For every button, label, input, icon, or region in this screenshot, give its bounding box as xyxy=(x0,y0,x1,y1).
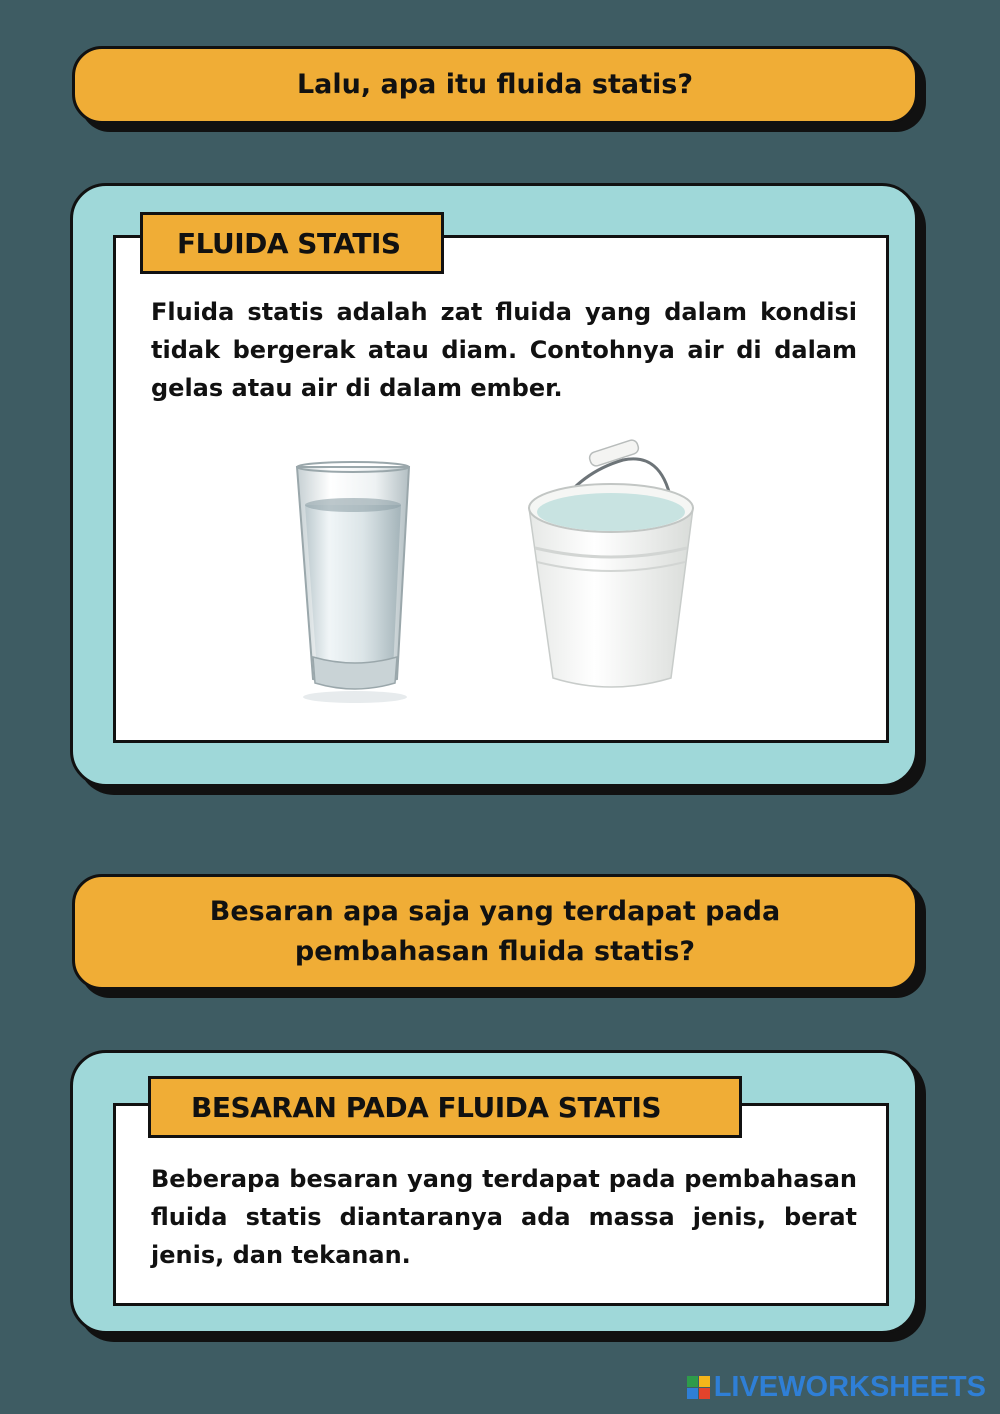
question-2-line-2: pembahasan fluida statis? xyxy=(294,936,696,967)
bucket-image xyxy=(521,438,701,696)
liveworksheets-mark-icon xyxy=(687,1376,710,1399)
water-glass-image xyxy=(291,461,419,706)
definition-tag-label: FLUIDA STATIS xyxy=(177,226,401,260)
question-banner-2 xyxy=(72,874,918,990)
question-banner-1 xyxy=(72,46,918,124)
quantities-text: Beberapa besaran yang terdapat pada pembahasan fluida statis diantaranya ada massa jenis, berat jenis, dan tekanan. xyxy=(151,1165,857,1269)
liveworksheets-wordmark: LIVEWORKSHEETS xyxy=(713,1371,986,1403)
liveworksheets-logo xyxy=(687,1371,986,1404)
definition-text: Fluida statis adalah zat fluida yang dalam kondisi tidak bergerak atau diam. Contohnya air di dalam gelas atau air di dalam ember. xyxy=(151,298,857,402)
definition-card xyxy=(70,183,918,787)
quantities-card xyxy=(70,1050,918,1334)
question-2-line-1: Besaran apa saja yang terdapat pada xyxy=(209,896,781,927)
quantities-tag-label: BESARAN PADA FLUIDA STATIS xyxy=(191,1090,662,1124)
question-1-text: Lalu, apa itu fluida statis? xyxy=(296,69,694,100)
quantities-tag xyxy=(148,1076,742,1138)
definition-tag xyxy=(140,212,444,274)
